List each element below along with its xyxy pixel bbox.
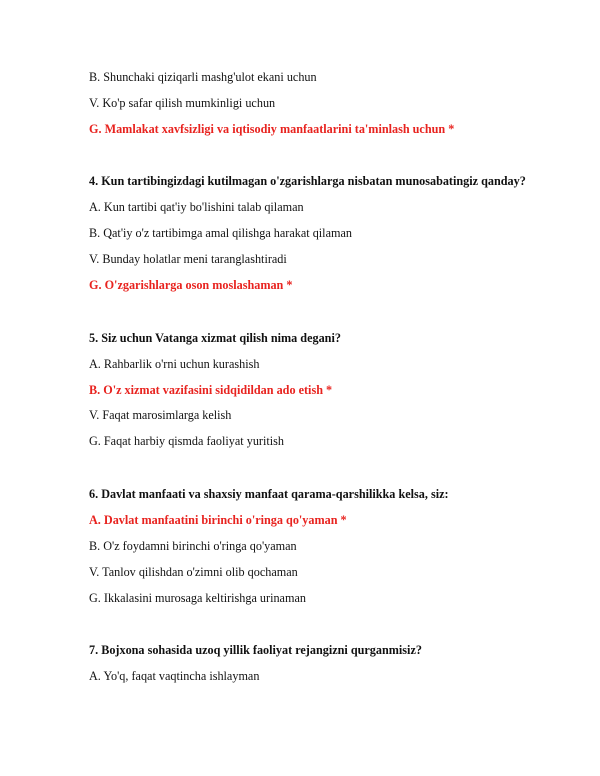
option-6v: V. Tanlov qilishdan o'zimni olib qochaman <box>89 565 298 579</box>
option-6a-correct: A. Davlat manfaatini birinchi o'ringa qo'yaman * <box>89 513 347 527</box>
option-7a: A. Yo'q, faqat vaqtincha ishlayman <box>89 669 260 683</box>
option-4v: V. Bunday holatlar meni taranglashtiradi <box>89 252 287 266</box>
option-3b: B. Shunchaki qiziqarli mashg'ulot ekani uchun <box>89 70 317 84</box>
option-5g: G. Faqat harbiy qismda faoliyat yuritish <box>89 434 284 448</box>
question-5: 5. Siz uchun Vatanga xizmat qilish nima degani? <box>89 331 341 345</box>
question-7: 7. Bojxona sohasida uzoq yillik faoliyat rejangizni qurganmisiz? <box>89 643 422 657</box>
option-4g-correct: G. O'zgarishlarga oson moslashaman * <box>89 278 293 292</box>
question-4: 4. Kun tartibingizdagi kutilmagan o'zgarishlarga nisbatan munosabatingiz qanday? <box>89 174 526 188</box>
option-3g-correct: G. Mamlakat xavfsizligi va iqtisodiy manfaatlarini ta'minlash uchun * <box>89 122 455 136</box>
option-3v: V. Ko'p safar qilish mumkinligi uchun <box>89 96 276 110</box>
option-6b: B. O'z foydamni birinchi o'ringa qo'yaman <box>89 539 297 553</box>
option-5a: A. Rahbarlik o'rni uchun kurashish <box>89 357 260 371</box>
option-6g: G. Ikkalasini murosaga keltirishga urinaman <box>89 591 306 605</box>
option-5b-correct: B. O'z xizmat vazifasini sidqidildan ado etish * <box>89 383 333 397</box>
option-5v: V. Faqat marosimlarga kelish <box>89 408 232 422</box>
option-4b: B. Qat'iy o'z tartibimga amal qilishga harakat qilaman <box>89 226 352 240</box>
question-6: 6. Davlat manfaati va shaxsiy manfaat qarama-qarshilikka kelsa, siz: <box>89 487 449 501</box>
option-4a: A. Kun tartibi qat'iy bo'lishini talab qilaman <box>89 200 304 214</box>
